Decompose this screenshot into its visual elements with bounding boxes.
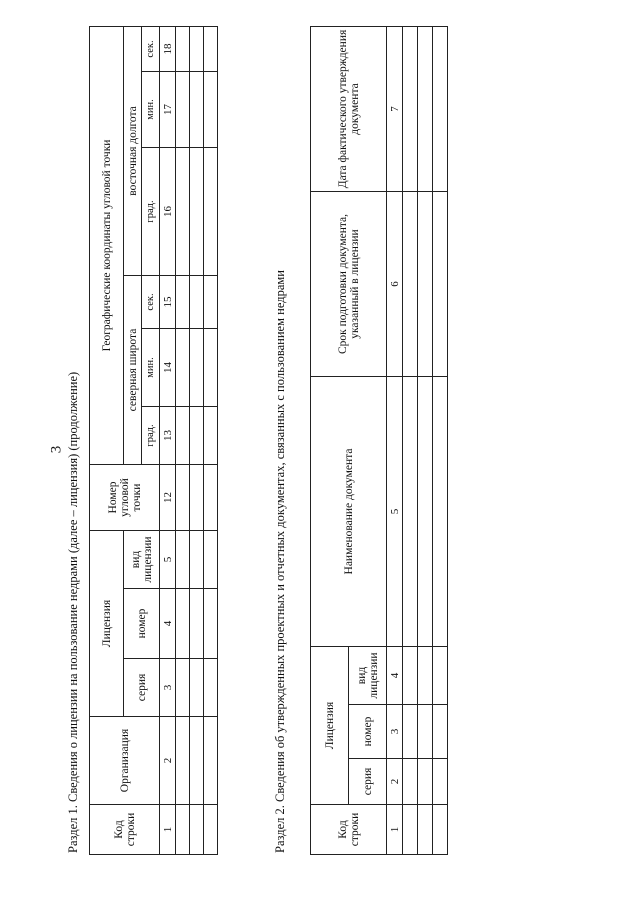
column-number-row — [160, 26, 176, 854]
header-license: Лицензия — [90, 531, 124, 717]
header-preparation-deadline: Срок подготовки документа, указанный в лицензии — [311, 192, 387, 377]
header-license-type: вид лицензии — [349, 647, 387, 705]
column-number: 6 — [387, 192, 403, 377]
header-series: серия — [349, 759, 387, 805]
column-number: 17 — [160, 72, 176, 148]
table-row — [433, 27, 448, 855]
header-long-deg: град. — [142, 148, 160, 276]
column-number: 4 — [160, 589, 176, 659]
header-lat-sec: сек. — [142, 276, 160, 329]
header-number: номер — [349, 705, 387, 759]
section2-title: Раздел 2. Сведения об утвержденных проектных и отчетных документах, связанных с пользованием недрами — [273, 270, 287, 853]
header-lat-min: мин. — [142, 329, 160, 407]
table-row — [418, 27, 433, 855]
table-row — [176, 26, 190, 854]
column-number: 1 — [160, 805, 176, 855]
column-number: 18 — [160, 26, 176, 71]
column-number: 2 — [387, 759, 403, 805]
section2-table — [310, 26, 448, 855]
column-number: 16 — [160, 148, 176, 276]
header-long-min: мин. — [142, 72, 160, 148]
header-approval-date: Дата фактического утверждения документа — [311, 27, 387, 192]
header-east-long: восточная долгота — [124, 26, 142, 275]
header-code: Код строки — [311, 805, 387, 855]
column-number: 5 — [387, 377, 403, 647]
header-series: серия — [124, 659, 160, 717]
column-number: 3 — [160, 659, 176, 717]
table-row — [403, 27, 418, 855]
page-number: 3 — [48, 445, 65, 454]
section1-title: Раздел 1. Сведения о лицензии на пользование недрами (далее – лицензия) (продолжение) — [66, 371, 80, 853]
header-license: Лицензия — [311, 647, 349, 805]
column-number-row — [387, 27, 403, 855]
column-number: 3 — [387, 705, 403, 759]
header-code: Код строки — [90, 805, 160, 855]
header-document-name: Наименование документа — [311, 377, 387, 647]
column-number: 1 — [387, 805, 403, 855]
column-number: 5 — [160, 531, 176, 589]
table-row — [190, 26, 204, 854]
header-license-type: вид лицензии — [124, 531, 160, 589]
column-number: 4 — [387, 647, 403, 705]
column-number: 13 — [160, 407, 176, 465]
column-number: 7 — [387, 27, 403, 192]
column-number: 12 — [160, 465, 176, 531]
table-row — [204, 26, 218, 854]
header-long-sec: сек. — [142, 26, 160, 71]
column-number: 15 — [160, 276, 176, 329]
header-north-lat: северная широта — [124, 276, 142, 465]
header-organization: Организация — [90, 717, 160, 805]
column-number: 14 — [160, 329, 176, 407]
header-number: номер — [124, 589, 160, 659]
header-geo-coords: Географические координаты угловой точки — [90, 26, 124, 464]
header-corner-point-number: Номер угловой точки — [90, 465, 160, 531]
column-number: 2 — [160, 717, 176, 805]
section1-table — [89, 26, 218, 855]
header-lat-deg: град. — [142, 407, 160, 465]
